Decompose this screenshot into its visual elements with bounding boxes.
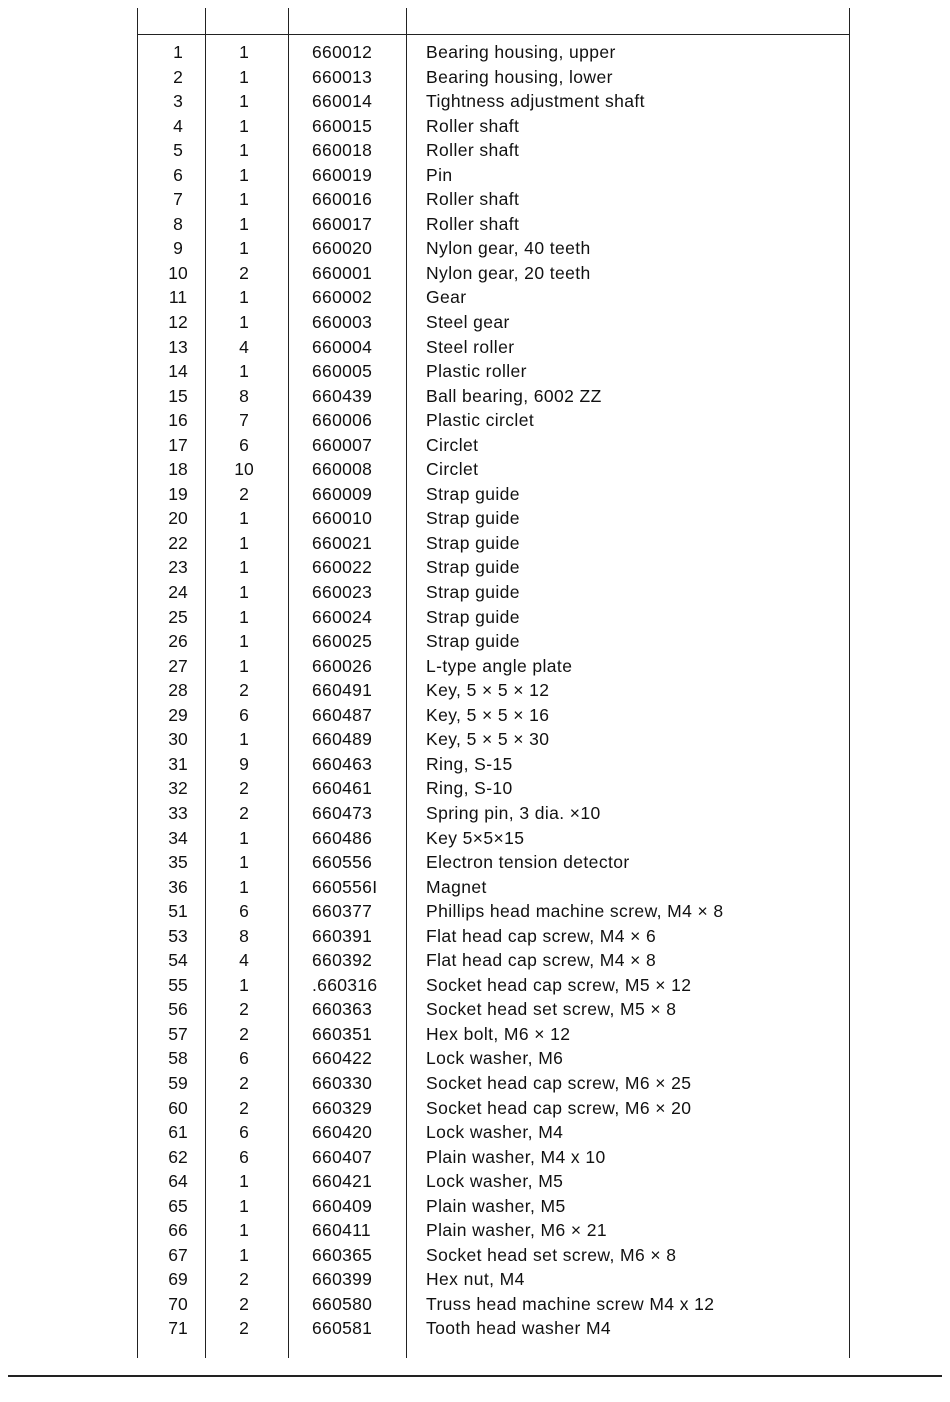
part-description: Plastic circlet [426,410,535,431]
table-row [0,40,950,65]
part-code: 660004 [312,336,373,357]
part-code: 660009 [312,483,373,504]
table-row [0,924,950,949]
item-number: 20 [168,508,188,529]
part-code: 660012 [312,42,373,62]
quantity: 10 [234,459,254,480]
table-row [0,1169,950,1194]
part-description: Roller shaft [426,189,520,210]
item-number: 7 [173,189,183,210]
part-description: Strap guide [426,582,520,603]
part-code: 660463 [312,753,373,774]
quantity: 9 [239,753,249,774]
table-row [0,384,950,409]
part-description: Socket head set screw, M6 × 8 [426,1244,677,1265]
quantity: 1 [239,532,249,553]
item-number: 16 [168,410,188,431]
table-row [0,752,950,777]
table-row [0,776,950,801]
part-code: 660422 [312,1048,373,1069]
table-row [0,1243,950,1268]
table-row [0,236,950,261]
item-number: 12 [168,312,188,333]
quantity: 2 [239,1269,249,1290]
item-number: 30 [168,729,188,750]
quantity: 1 [239,213,249,234]
part-code: 660392 [312,950,373,971]
table-row [0,1120,950,1145]
part-code: 660020 [312,238,373,259]
item-number: 13 [168,336,188,357]
part-description: Plain washer, M4 x 10 [426,1146,606,1167]
item-number: 8 [173,213,183,234]
part-description: Ring, S-15 [426,753,513,774]
item-number: 10 [168,262,188,283]
part-description: Roller shaft [426,115,520,136]
item-number: 5 [173,140,183,161]
part-description: Ring, S-10 [426,778,513,799]
quantity: 1 [239,1220,249,1241]
table-row [0,285,950,310]
part-code: 660411 [312,1220,371,1241]
part-description: Circlet [426,459,479,480]
part-code: 660399 [312,1269,373,1290]
part-code: 660486 [312,827,373,848]
part-code: 660491 [312,680,373,701]
item-number: 34 [168,827,188,848]
quantity: 6 [239,901,249,922]
item-number: 35 [168,852,188,873]
item-number: 23 [168,557,188,578]
quantity: 1 [239,508,249,529]
part-description: Hex nut, M4 [426,1269,525,1290]
part-code: 660407 [312,1146,373,1167]
table-row [0,826,950,851]
table-row [0,801,950,826]
part-description: Hex bolt, M6 × 12 [426,1023,571,1044]
part-code: 660016 [312,189,373,210]
table-row [0,1316,950,1341]
part-description: Lock washer, M4 [426,1122,564,1143]
part-code: 660019 [312,164,373,185]
part-code: 660409 [312,1195,373,1216]
part-description: Bearing housing, upper [426,42,616,62]
part-description: Nylon gear, 20 teeth [426,262,591,283]
part-code: .660316 [312,974,378,995]
quantity: 1 [239,91,249,112]
item-number: 53 [168,925,188,946]
quantity: 1 [239,606,249,627]
quantity: 1 [239,361,249,382]
item-number: 67 [168,1244,188,1265]
item-number: 18 [168,459,188,480]
part-code: 660487 [312,704,373,725]
part-description: Gear [426,287,467,308]
part-description: Phillips head machine screw, M4 × 8 [426,901,724,922]
part-code: 660329 [312,1097,373,1118]
quantity: 2 [239,1072,249,1093]
item-number: 3 [173,91,183,112]
table-row [0,997,950,1022]
quantity: 2 [239,1023,249,1044]
table-row [0,163,950,188]
quantity: 4 [239,950,249,971]
table-row [0,654,950,679]
quantity: 1 [239,1244,249,1265]
item-number: 54 [168,950,188,971]
part-description: Spring pin, 3 dia. ×10 [426,802,601,823]
part-code: 660580 [312,1293,373,1314]
part-description: Magnet [426,876,487,897]
item-number: 19 [168,483,188,504]
item-number: 66 [168,1220,188,1241]
table-row [0,899,950,924]
part-code: 660003 [312,312,373,333]
table-row [0,506,950,531]
table-row [0,359,950,384]
quantity: 6 [239,434,249,455]
part-description: Pin [426,164,453,185]
item-number: 36 [168,876,188,897]
part-description: Steel gear [426,312,510,333]
item-number: 11 [168,287,188,308]
table-row [0,187,950,212]
table-row [0,1292,950,1317]
part-code: 660377 [312,901,373,922]
table-row [0,1022,950,1047]
quantity: 2 [239,483,249,504]
part-code: 660010 [312,508,373,529]
table-row [0,65,950,90]
quantity: 2 [239,802,249,823]
item-number: 31 [168,753,188,774]
item-number: 14 [168,361,188,382]
item-number: 27 [168,655,188,676]
item-number: 71 [168,1318,188,1339]
quantity: 1 [239,655,249,676]
item-number: 4 [173,115,183,136]
part-description: Steel roller [426,336,515,357]
part-description: Roller shaft [426,140,520,161]
table-row [0,555,950,580]
part-code: 660581 [312,1318,373,1339]
item-number: 29 [168,704,188,725]
part-code: 660420 [312,1122,373,1143]
part-code: 660421 [312,1171,373,1192]
part-description: Socket head set screw, M5 × 8 [426,999,677,1020]
quantity: 7 [239,410,249,431]
table-row [0,1267,950,1292]
part-code: 660017 [312,213,373,234]
part-code: 660365 [312,1244,373,1265]
item-number: 1 [173,42,183,62]
part-description: Electron tension detector [426,852,630,873]
part-code: 660489 [312,729,373,750]
part-description: Key, 5 × 5 × 30 [426,729,550,750]
part-description: Lock washer, M5 [426,1171,564,1192]
quantity: 6 [239,1122,249,1143]
part-description: Nylon gear, 40 teeth [426,238,591,259]
part-code: 660021 [312,532,373,553]
item-number: 33 [168,802,188,823]
part-description: Plain washer, M5 [426,1195,566,1216]
bottom-rule [8,1375,942,1377]
table-row [0,212,950,237]
quantity: 6 [239,1048,249,1069]
table-row [0,482,950,507]
quantity: 1 [239,557,249,578]
part-code: 660461 [312,778,373,799]
table-row [0,310,950,335]
quantity: 1 [239,66,249,87]
part-code: 660014 [312,91,373,112]
part-code: 660008 [312,459,373,480]
part-description: Strap guide [426,557,520,578]
part-description: Strap guide [426,508,520,529]
quantity: 8 [239,385,249,406]
item-number: 9 [173,238,183,259]
part-description: Key 5×5×15 [426,827,525,848]
item-number: 61 [168,1122,188,1143]
quantity: 6 [239,704,249,725]
part-description: Strap guide [426,483,520,504]
part-code: 660473 [312,802,373,823]
part-description: Roller shaft [426,213,520,234]
quantity: 1 [239,827,249,848]
table-row [0,1218,950,1243]
part-description: Truss head machine screw M4 x 12 [426,1293,715,1314]
part-description: Bearing housing, lower [426,66,613,87]
part-code: 660330 [312,1072,373,1093]
item-number: 32 [168,778,188,799]
quantity: 1 [239,287,249,308]
part-code: 660013 [312,66,373,87]
table-row [0,408,950,433]
quantity: 1 [239,238,249,259]
part-code: 660018 [312,140,373,161]
table-row [0,703,950,728]
part-code: 660023 [312,582,373,603]
item-number: 64 [168,1171,188,1192]
quantity: 2 [239,680,249,701]
quantity: 1 [239,312,249,333]
part-description: Strap guide [426,631,520,652]
part-description: Circlet [426,434,479,455]
table-row [0,948,950,973]
part-code: 660006 [312,410,373,431]
part-description: Strap guide [426,532,520,553]
table-row [0,1145,950,1170]
quantity: 1 [239,1171,249,1192]
table-row [0,1194,950,1219]
quantity: 1 [239,115,249,136]
quantity: 1 [239,1195,249,1216]
item-number: 69 [168,1269,188,1290]
table-row [0,973,950,998]
quantity: 2 [239,999,249,1020]
part-description: Flat head cap screw, M4 × 8 [426,950,657,971]
quantity: 1 [239,974,249,995]
part-description: Tooth head washer M4 [426,1318,612,1339]
item-number: 28 [168,680,188,701]
part-code: 660439 [312,385,373,406]
quantity: 1 [239,140,249,161]
part-code: 660022 [312,557,373,578]
item-number: 17 [168,434,188,455]
table-row [0,89,950,114]
part-code: 660026 [312,655,373,676]
quantity: 1 [239,42,249,62]
quantity: 6 [239,1146,249,1167]
quantity: 2 [239,262,249,283]
part-description: Ball bearing, 6002 ZZ [426,385,602,406]
table-row [0,678,950,703]
item-number: 6 [173,164,183,185]
part-code: 660556I [312,876,378,897]
table-row [0,1071,950,1096]
part-code: 660556 [312,852,373,873]
table-row [0,335,950,360]
part-description: Socket head cap screw, M6 × 20 [426,1097,692,1118]
item-number: 65 [168,1195,188,1216]
quantity: 1 [239,582,249,603]
item-number: 58 [168,1048,188,1069]
table-row [0,433,950,458]
item-number: 24 [168,582,188,603]
table-row [0,138,950,163]
quantity: 2 [239,1293,249,1314]
part-description: Socket head cap screw, M6 × 25 [426,1072,692,1093]
item-number: 55 [168,974,188,995]
part-description: Lock washer, M6 [426,1048,564,1069]
part-code: 660015 [312,115,373,136]
header-rule [138,34,850,35]
item-number: 56 [168,999,188,1020]
item-number: 15 [168,385,188,406]
table-row [0,531,950,556]
quantity: 1 [239,189,249,210]
item-number: 59 [168,1072,188,1093]
part-code: 660351 [312,1023,373,1044]
part-description: L-type angle plate [426,655,573,676]
parts-table-body [0,40,950,1341]
part-description: Key, 5 × 5 × 12 [426,680,550,701]
table-row [0,1096,950,1121]
table-row [0,1046,950,1071]
part-description: Socket head cap screw, M5 × 12 [426,974,692,995]
quantity: 1 [239,164,249,185]
table-row [0,261,950,286]
item-number: 2 [173,66,183,87]
quantity: 2 [239,1318,249,1339]
table-row [0,875,950,900]
table-row [0,629,950,654]
part-description: Plain washer, M6 × 21 [426,1220,608,1241]
part-description: Key, 5 × 5 × 16 [426,704,550,725]
part-description: Flat head cap screw, M4 × 6 [426,925,657,946]
item-number: 51 [168,901,188,922]
table-row [0,605,950,630]
part-description: Strap guide [426,606,520,627]
quantity: 8 [239,925,249,946]
quantity: 4 [239,336,249,357]
item-number: 62 [168,1146,188,1167]
item-number: 25 [168,606,188,627]
item-number: 22 [168,532,188,553]
table-row [0,727,950,752]
part-code: 660025 [312,631,373,652]
table-row [0,850,950,875]
item-number: 60 [168,1097,188,1118]
part-code: 660005 [312,361,373,382]
part-code: 660363 [312,999,373,1020]
table-row [0,580,950,605]
quantity: 1 [239,631,249,652]
quantity: 2 [239,1097,249,1118]
quantity: 2 [239,778,249,799]
item-number: 70 [168,1293,188,1314]
part-code: 660391 [312,925,373,946]
part-code: 660001 [312,262,373,283]
part-description: Tightness adjustment shaft [426,91,645,112]
part-code: 660024 [312,606,373,627]
item-number: 26 [168,631,188,652]
table-row [0,114,950,139]
table-row [0,457,950,482]
part-description: Plastic roller [426,361,527,382]
quantity: 1 [239,876,249,897]
part-code: 660002 [312,287,373,308]
quantity: 1 [239,729,249,750]
quantity: 1 [239,852,249,873]
part-code: 660007 [312,434,373,455]
item-number: 57 [168,1023,188,1044]
